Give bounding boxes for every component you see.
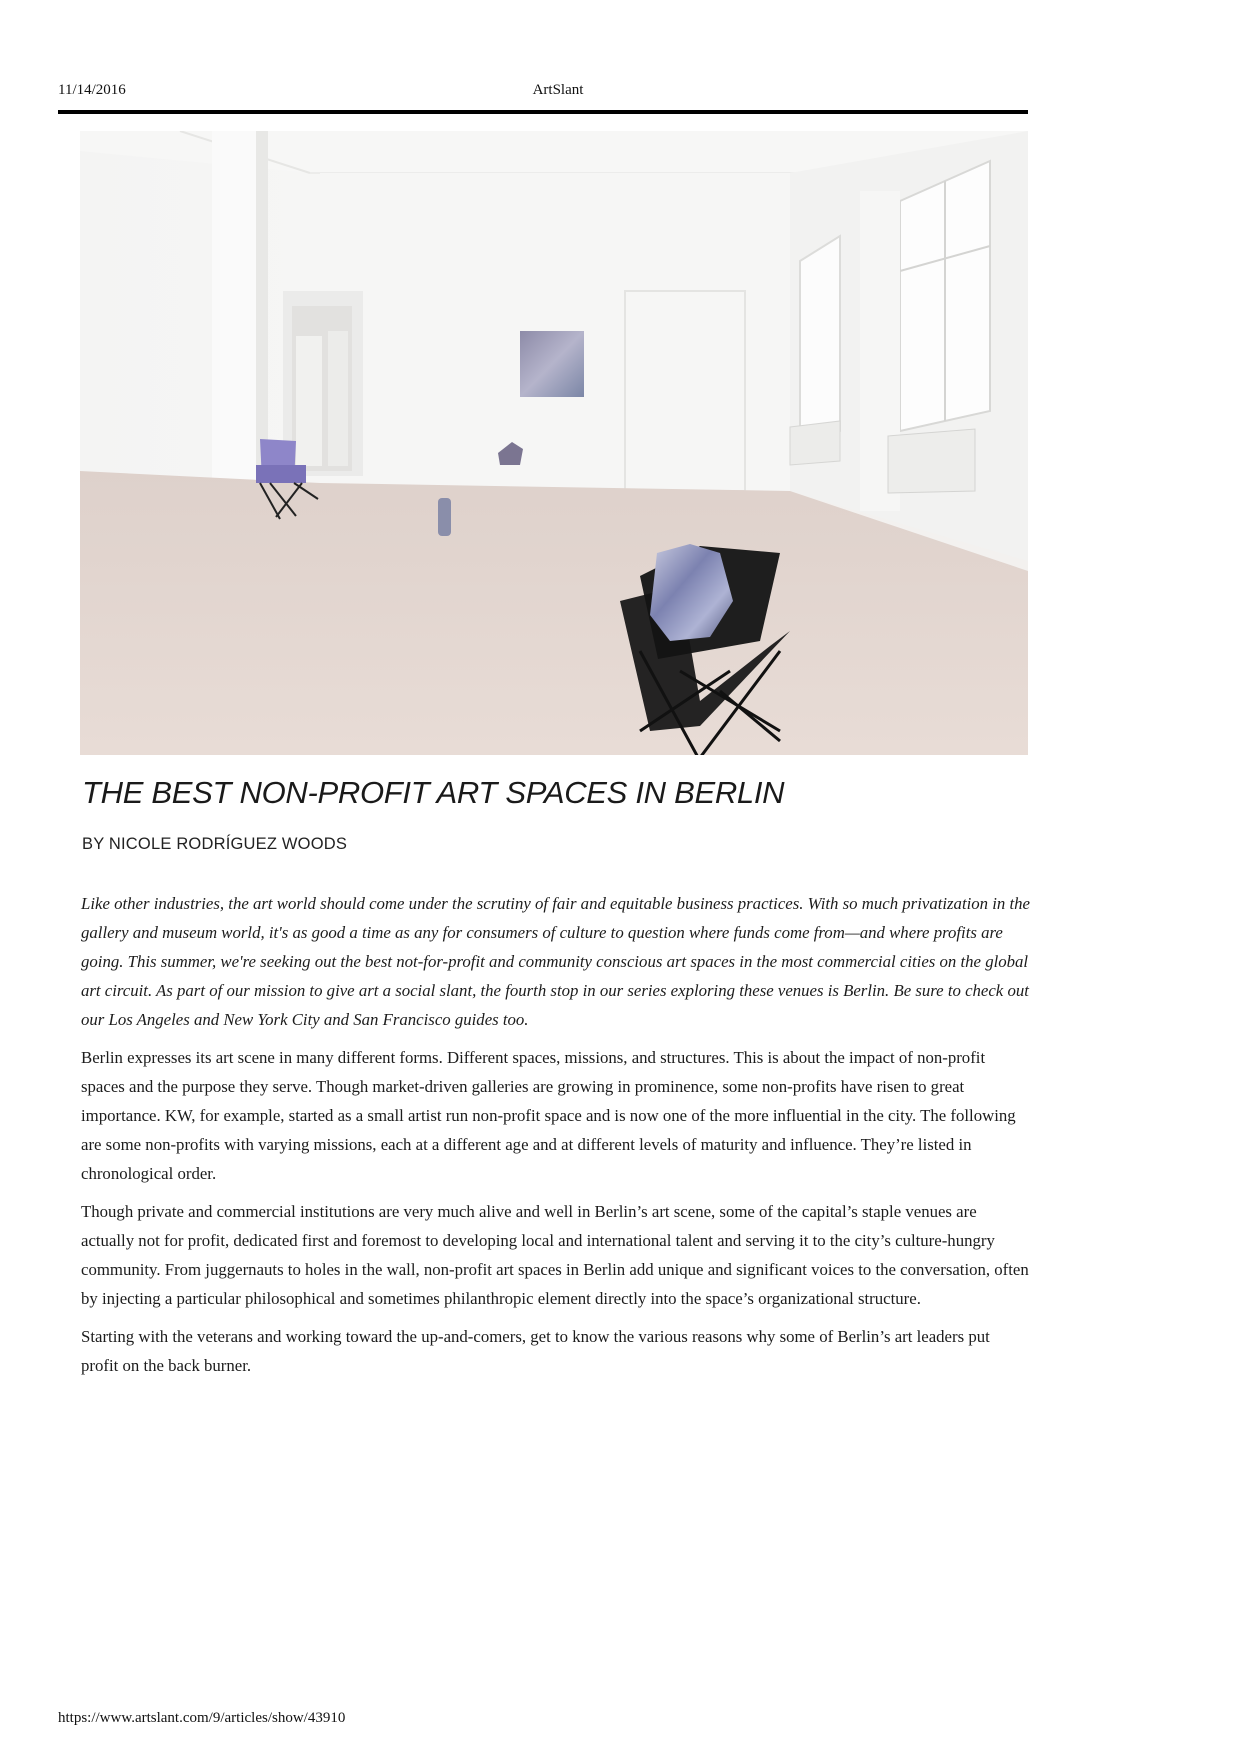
article-paragraph: Starting with the veterans and working toward the up-and-comers, get to know the various reasons why some of Berlin’s art leaders put profit on the back burner. — [81, 1327, 990, 1375]
article-intro-paragraph: Like other industries, the art world should come under the scrutiny of fair and equitable business practices. With so much privatization in the gallery and museum world, it's as good a time as any for consumers of culture to question where funds come from—and where profits are going. This summer, we're seeking out the best not-for-profit and community conscious art spaces in the most commercial cities on the global art circuit. As part of our mission to give art a social slant, the fourth stop in our series exploring these venues is Berlin. Be sure to check out our Los Angeles and New York City and San Francisco guides too. — [81, 894, 1031, 1029]
floor-sculpture — [438, 498, 451, 536]
painting — [520, 331, 584, 397]
gallery-photo — [80, 131, 1028, 755]
article-paragraph: Berlin expresses its art scene in many different forms. Different spaces, missions, and structures. This is about the impact of non-profit spaces and the purpose they serve. Though market-driven galleries are growing in prominence, some non-profits have risen to great importance. KW, for example, started as a small artist run non-profit space and is now one of the more influential in the city. The following are some non-profits with varying missions, each at a different age and at different levels of maturity and influence. They’re listed in chronological order. — [81, 1048, 1016, 1183]
article-body — [81, 889, 1031, 1389]
header-divider — [58, 110, 1028, 114]
page-url: https://www.artslant.com/9/articles/show/43910 — [58, 1710, 346, 1726]
article-byline: BY NICOLE RODRÍGUEZ WOODS — [82, 835, 348, 853]
article-title: THE BEST NON-PROFIT ART SPACES IN BERLIN — [82, 775, 785, 810]
site-name: ArtSlant — [532, 82, 584, 98]
article-paragraph: Though private and commercial institutions are very much alive and well in Berlin’s art scene, some of the capital’s staple venues are actually not for profit, dedicated first and foremost to developing local and international talent and serving it to the city’s culture-hungry community. From juggernauts to holes in the wall, non-profit art spaces in Berlin add unique and significant voices to the conversation, often by injecting a particular philosophical and sometimes philanthropic element directly into the space’s organizational structure. — [81, 1202, 1029, 1308]
hero-image — [80, 131, 1028, 755]
page-header — [58, 82, 1028, 104]
print-date: 11/14/2016 — [58, 82, 126, 98]
